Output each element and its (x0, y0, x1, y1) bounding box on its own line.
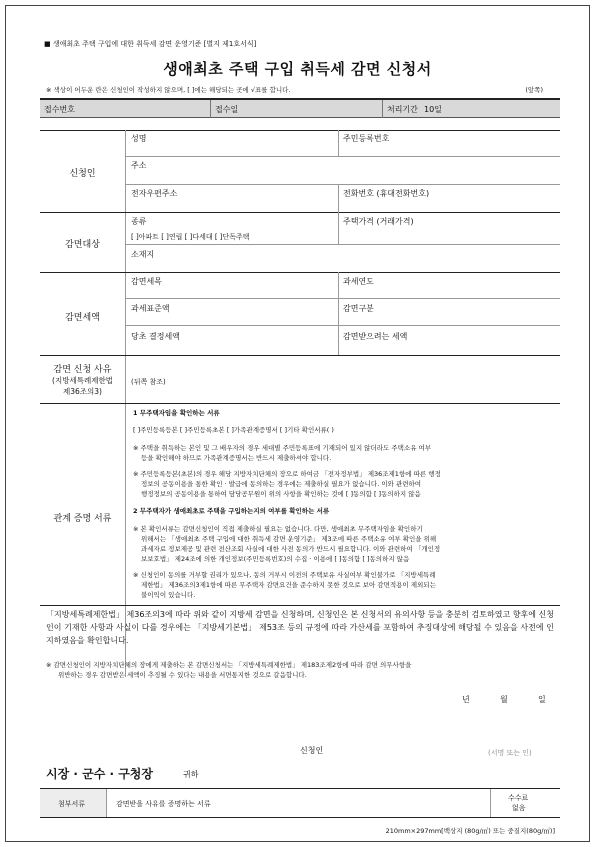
date-day: 일 (538, 695, 546, 704)
date-year: 년 (462, 695, 470, 704)
sign-note: (서명 또는 인) (488, 749, 532, 757)
warning-text: ※ 감면신청인이 지방자치단체의 장에게 제출하는 본 감면신청서는 「지방세특례제한법」 제183조제2항에 따라 감면 의무사항을 (46, 661, 412, 669)
tax-category-label: 감면구분 (343, 304, 374, 313)
processing-bar (40, 98, 560, 118)
evidence-note: ※ 주택을 취득하는 본인 및 그 배우자의 경우 세대별 주민등록표에 기재되어 있지 않더라도 주택소유 여부 (133, 444, 432, 452)
fee-value: 없음 (512, 804, 526, 812)
phone-label: 전화번호 (휴대전화번호) (343, 189, 430, 198)
evidence-note: ※ 본 확인서류는 감면신청인이 직접 제출하실 필요는 없습니다. 다만, 생애최초 무주택자임을 확인하기 (133, 525, 423, 533)
email-label: 전자우편주소 (131, 189, 178, 198)
tax-year-label: 과세연도 (343, 277, 374, 286)
tax-item-label: 감면세목 (131, 277, 162, 286)
reason-value: (뒤쪽 참조) (131, 378, 166, 386)
signer-label: 신청인 (300, 746, 324, 755)
fee-label: 수수료 (508, 794, 529, 802)
evidence-section-2: 2 무주택자가 생애최초로 주택을 구입하는지의 여부를 확인하는 서류 (133, 507, 330, 515)
processing-period: 10일 (424, 105, 442, 114)
evidence-note: 정보의 공동이용을 통한 확인 · 발급에 동의하는 경우에는 제출하실 필요가 없습니다. 이와 관련하여 (141, 480, 422, 488)
evidence-note: 과세자료 정보제공 및 관련 전산조회 사실에 대한 사전 동의가 반드시 필요합니다. 이와 관련하여 「개인정 (141, 545, 441, 553)
housing-type-options[interactable]: [ ]아파트 [ ]연립 [ ]다세대 [ ]단독주택 (131, 233, 250, 241)
price-label: 주택가격 (거래가격) (343, 217, 414, 226)
tax-label: 감면세액 (65, 313, 100, 323)
reason-law: (지방세특례제한법 (52, 376, 113, 385)
notice-text: ※ 색상이 어두운 란은 신청인이 작성하지 않으며, [ ]에는 해당되는 곳에 √표를 합니다. (46, 86, 291, 94)
address-label: 주소 (131, 161, 147, 170)
attachment-label: 첨부서류 (58, 800, 86, 808)
form-header: ■ 생애최초 주택 구입에 대한 취득세 감면 운영기준 [별지 제1호서식] (44, 40, 257, 48)
notice-side: (앞쪽) (525, 86, 543, 94)
mayor-suffix: 귀하 (183, 770, 199, 779)
page-title: 생애최초 주택 구입 취득세 감면 신청서 (163, 60, 432, 78)
receipt-no-label: 접수번호 (44, 105, 75, 114)
date-month: 월 (500, 695, 508, 704)
location-label: 소재지 (131, 250, 155, 259)
evidence-note: 불이익이 있습니다. (141, 591, 196, 599)
paper-spec: 210mm×297mm[백상지 (80g/㎡) 또는 중질지(80g/㎡)] (385, 827, 555, 835)
reason-label: 감면 신청 사유 (53, 365, 112, 375)
evidence-note: 제한법」 제36조의3제1항에 따른 무주택자 감면요건을 준수하지 못한 것으로 보아 감면적용이 제외되는 (141, 581, 436, 589)
tax-base-label: 과세표준액 (131, 304, 170, 313)
evidence-note: ※ 주민등록등본(초본)의 경우 해당 지방자치단체의 장으로 하여금 「전자정부법」 제36조제1항에 따른 행정 (133, 470, 441, 478)
mayor-title: 시장 · 군수 · 구청장 (46, 767, 153, 781)
name-label: 성명 (131, 134, 147, 143)
tax-amount-label: 당초 결정세액 (131, 332, 180, 341)
evidence-note: 위해서는 「생애최초 주택 구입에 대한 취득세 감면 운영기준」 제3조에 따른 주택소유 여부 확인을 위해 (141, 535, 437, 543)
attachment-value: 감면받을 사유를 증명하는 서류 (116, 800, 211, 808)
evidence-options[interactable]: [ ]주민등록등본 [ ]주민등록초본 [ ]가족관계증명서 [ ]기타 확인서류( ) (133, 426, 334, 434)
receipt-date-label: 접수일 (215, 105, 239, 114)
evidence-note: ※ 신청인이 동의를 거부할 권리가 있으나, 동의 거부시 이전의 주택보유 사실여부 확인불가로 「지방세특례 (133, 571, 436, 579)
consent-admin-info[interactable]: 행정정보의 공동이용을 통하여 담당공무원이 위의 사항을 확인하는 것에 [ ]동의함 [ ]동의하지 않음 (141, 490, 421, 498)
declaration-text: 「지방세특례제한법」 제36조의3에 따라 위와 같이 지방세 감면을 신청하며, 신청인은 본 신청서의 유의사항 등을 충분히 검토하였고 향후에 신청인이 기재한 사항과 사실이 다를 경우에는 「지방세기본법」 제53조 등의 규정에 따라 가산세를 포함하여 추징대상에 해당될 수 있음을 사전에 인지하였음을 확인합니다. (46, 610, 554, 645)
warning-text: 위반하는 경우 감면받은 세액이 추징될 수 있다는 내용을 서면통지한 것으로 갈음합니다. (58, 671, 307, 679)
consent-personal-info[interactable]: 보보호법」 제24조에 의한 개인정보(주민등록번호)의 수집 · 이용에 [ ]동의함 [ ]동의하지 않음 (141, 555, 410, 563)
applicant-label: 신청인 (69, 169, 96, 179)
processing-label: 처리기간 (387, 105, 418, 114)
evidence-note: 등을 확인해야 하므로 가족관계증명서는 반드시 제출하셔야 합니다. (141, 454, 332, 462)
reason-article: 제36조의3) (63, 387, 102, 396)
type-label: 종류 (131, 217, 147, 226)
evidence-section-1: 1 무주택자임을 확인하는 서류 (133, 409, 220, 417)
target-label: 감면대상 (65, 240, 100, 250)
resident-no-label: 주민등록번호 (343, 134, 390, 143)
evidence-label: 관계 증명 서류 (53, 514, 112, 524)
tax-request-label: 감면받으려는 세액 (343, 332, 408, 341)
